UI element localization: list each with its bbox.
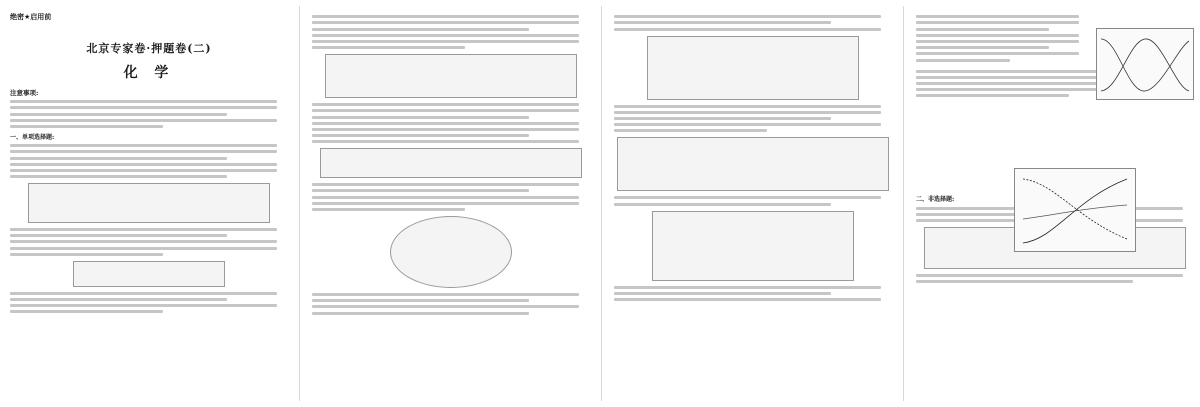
questions-text-12 (916, 15, 1086, 61)
page-3 (604, 0, 900, 407)
page-divider (299, 6, 300, 401)
data-table (617, 137, 889, 191)
page-divider (601, 6, 602, 401)
curve-1 (1101, 39, 1189, 91)
page-divider (903, 6, 904, 401)
notes-text (10, 100, 288, 128)
questions-text-1 (10, 144, 288, 178)
paper-title: 北京专家卷·押题卷(二) (86, 42, 212, 55)
questions-text-7 (312, 293, 590, 315)
curve-4 (1023, 179, 1127, 239)
questions-text-6 (312, 183, 590, 211)
questions-text-2 (10, 228, 288, 256)
crystal-structure-figure (652, 211, 854, 281)
conversion-chart-svg (1015, 169, 1135, 251)
questions-text-3 (10, 292, 288, 314)
questions-text-4 (312, 15, 590, 49)
curve-2 (1101, 39, 1189, 91)
apparatus-figure-2 (325, 54, 577, 98)
process-flow-figure (320, 148, 582, 178)
secret-mark: 绝密★启用前 (10, 13, 52, 21)
notes-title: 注意事项: (10, 89, 39, 97)
paper-subject: 化 学 (123, 65, 175, 81)
questions-text-5 (312, 103, 590, 143)
section-two-heading: 二、非选择题: (916, 196, 955, 204)
distribution-curve-chart (1096, 28, 1194, 100)
questions-text-9 (614, 105, 892, 133)
distribution-curve-svg (1097, 29, 1193, 99)
questions-text-10 (614, 196, 892, 205)
curve-5 (1023, 205, 1127, 219)
page-2 (302, 0, 598, 407)
page-4 (906, 0, 1200, 407)
conversion-chart (1014, 168, 1136, 252)
cycle-figure (390, 216, 512, 288)
structure-figure-1 (73, 261, 225, 287)
questions-text-8 (614, 15, 892, 30)
apparatus-figure-1 (28, 183, 270, 223)
section-one-heading: 一、单项选择题: (10, 133, 55, 141)
questions-text-11 (614, 286, 892, 301)
page-1 (0, 0, 296, 407)
electrolysis-figure (647, 36, 859, 100)
questions-text-15 (916, 274, 1194, 283)
